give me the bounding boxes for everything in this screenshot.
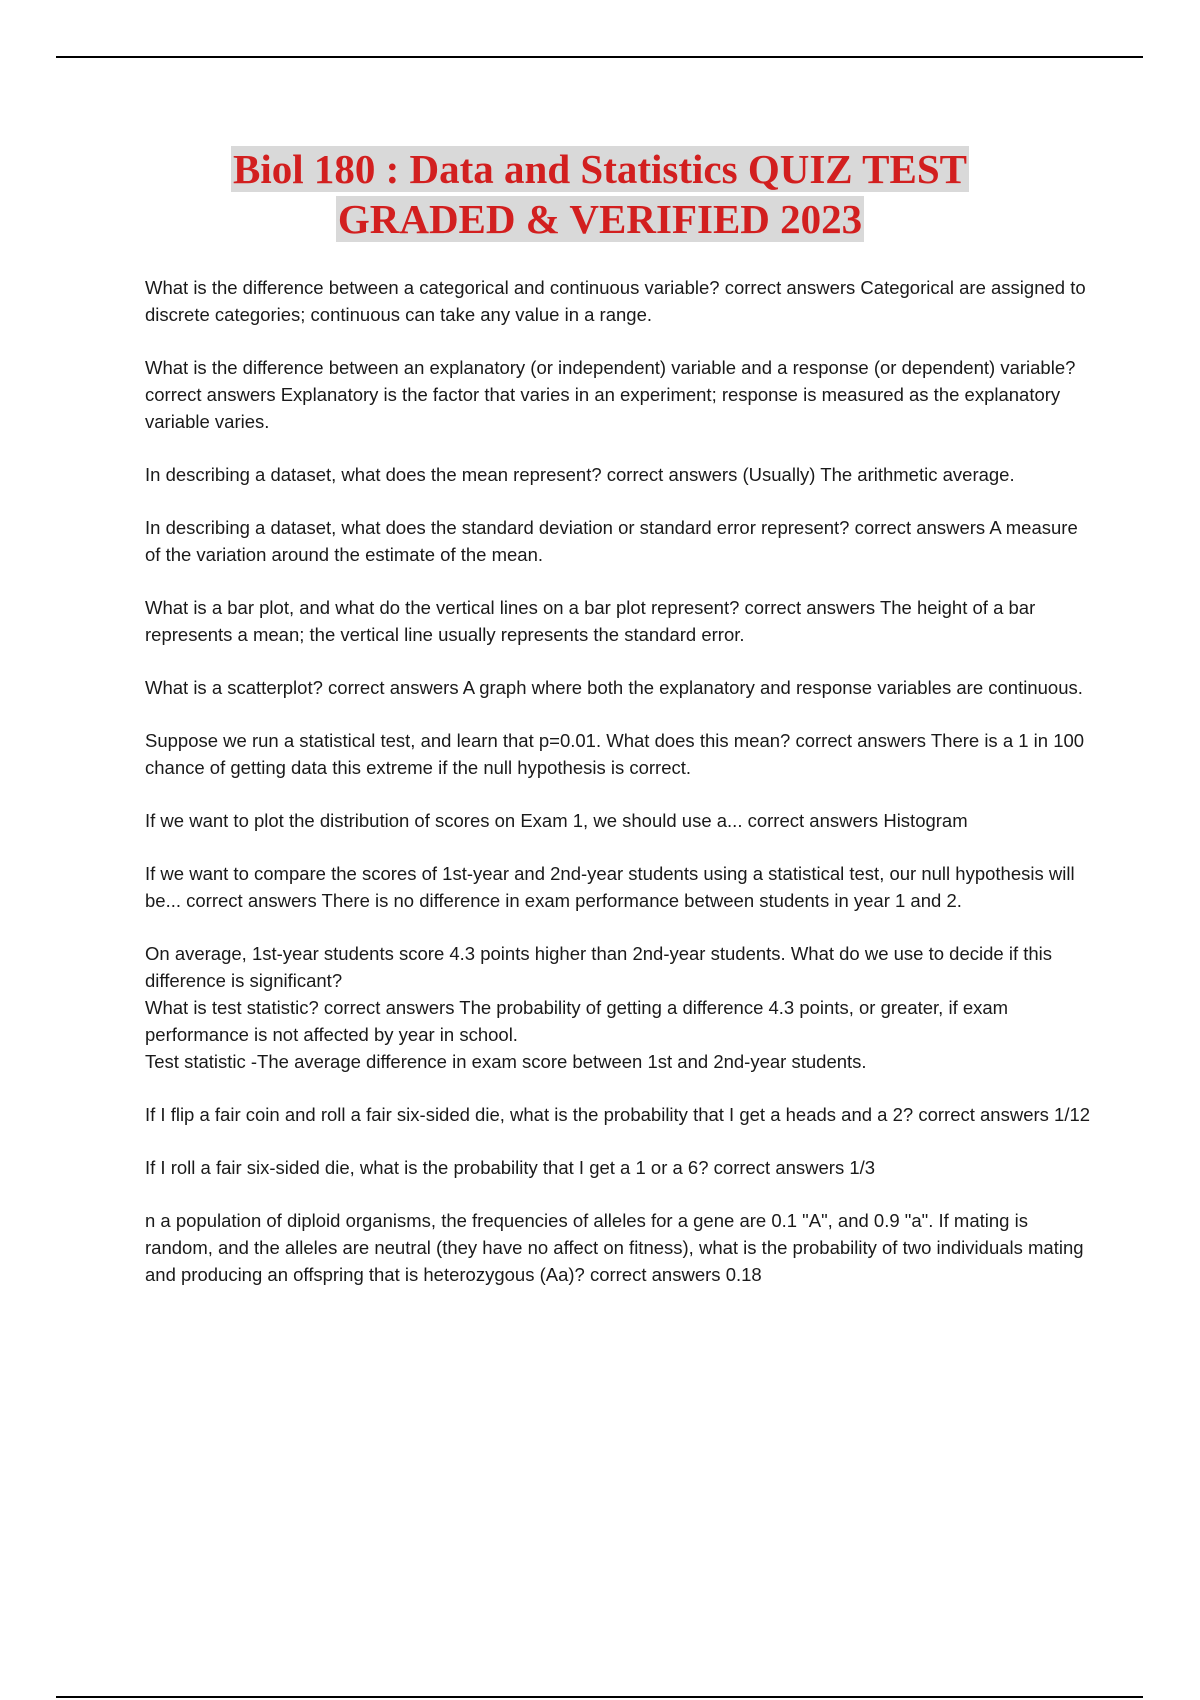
qa-item <box>145 354 1095 435</box>
question-text: In describing a dataset, what does the standard deviation or standard error represent? <box>145 517 850 538</box>
question-text: n a population of diploid organisms, the frequencies of alleles for a gene are 0.1 "A", and 0.9 "a". If mating is random, and the alleles are neutral (they have no affect on fitness), what is the probability of two individuals mating and producing an offspring that is heterozygous (Aa)? <box>145 1210 1084 1285</box>
answer-tag: correct answers <box>186 890 317 911</box>
question-text: What is a scatterplot? <box>145 677 323 698</box>
answer-tag: correct answers <box>589 1264 721 1285</box>
qa-item <box>145 807 1095 834</box>
answer-text: A graph where both the explanatory and response variables are continuous. <box>462 677 1083 698</box>
question-text: What is a bar plot, and what do the vertical lines on a bar plot represent? <box>145 597 740 618</box>
context-text: On average, 1st-year students score 4.3 points higher than 2nd-year students. What do we use to decide if this difference is significant? <box>145 943 1053 991</box>
answer-text: A measure of the variation around the estimate of the mean. <box>145 517 1078 565</box>
title-line-2: GRADED & VERIFIED 2023 <box>337 196 863 242</box>
qa-item <box>145 860 1095 914</box>
answer-text: The probability of getting a difference 4.3 points, or greater, if exam performance is not affected by year in school. <box>145 997 1009 1045</box>
answer-tag: correct answers <box>918 1104 1049 1125</box>
qa-item <box>145 461 1095 488</box>
question-text: What is the difference between a categorical and continuous variable? <box>145 277 720 298</box>
question-text: If we want to compare the scores of 1st-year and 2nd-year students using a statistical test, our null hypothesis will be... <box>145 863 1075 911</box>
answer-tag: correct answers <box>854 517 986 538</box>
document-title <box>0 144 1200 244</box>
title-line-1: Biol 180 : Data and Statistics QUIZ TEST <box>233 146 967 192</box>
answer-tag: correct answers <box>747 810 879 831</box>
answer-text: Categorical are assigned to discrete categories; continuous can take any value in a range. <box>145 277 1086 325</box>
answer-text: The height of a bar represents a mean; the vertical line usually represents the standard error. <box>145 597 1036 645</box>
qa-item <box>145 727 1095 781</box>
answer-tag: correct answers <box>323 997 455 1018</box>
question-text: If I roll a fair six-sided die, what is the probability that I get a 1 or a 6? <box>145 1157 709 1178</box>
qa-item <box>145 1154 1095 1181</box>
answer-tag: correct answers <box>145 384 276 405</box>
answer-tag: correct answers <box>795 730 927 751</box>
answer-text: 1/12 <box>1054 1104 1091 1125</box>
qa-item <box>145 594 1095 648</box>
answer-text: 0.18 <box>725 1264 762 1285</box>
qa-item <box>145 1101 1095 1128</box>
answer-tag: correct answers <box>606 464 738 485</box>
question-text: What is the difference between an explanatory (or independent) variable and a response (or dependent) variable? <box>145 357 1076 378</box>
answer-tag: correct answers <box>744 597 876 618</box>
answer-tag: correct answers <box>713 1157 845 1178</box>
definition-text: Test statistic -The average difference in exam score between 1st and 2nd-year students. <box>145 1051 867 1072</box>
qa-item <box>145 514 1095 568</box>
answer-tag: correct answers <box>328 677 459 698</box>
qa-item-multi <box>145 940 1095 1075</box>
answer-text: Histogram <box>883 810 968 831</box>
qa-item <box>145 274 1095 328</box>
qa-item <box>145 1207 1095 1288</box>
question-text: If we want to plot the distribution of scores on Exam 1, we should use a... <box>145 810 743 831</box>
question-text: What is test statistic? <box>145 997 319 1018</box>
question-text: In describing a dataset, what does the mean represent? <box>145 464 602 485</box>
question-text: Suppose we run a statistical test, and learn that p=0.01. What does this mean? <box>145 730 791 751</box>
qa-item <box>145 674 1095 701</box>
answer-text: There is no difference in exam performance between students in year 1 and 2. <box>321 890 962 911</box>
qa-list <box>145 274 1095 1314</box>
answer-text: Explanatory is the factor that varies in an experiment; response is measured as the explanatory variable varies. <box>145 384 1061 432</box>
answer-text: (Usually) The arithmetic average. <box>742 464 1015 485</box>
question-text: If I flip a fair coin and roll a fair six-sided die, what is the probability that I get a heads and a 2? <box>145 1104 914 1125</box>
bottom-rule <box>56 1696 1143 1698</box>
answer-text: 1/3 <box>849 1157 876 1178</box>
answer-tag: correct answers <box>724 277 856 298</box>
top-rule <box>56 56 1143 58</box>
answer-text: There is a 1 in 100 chance of getting data this extreme if the null hypothesis is correct. <box>145 730 1085 778</box>
